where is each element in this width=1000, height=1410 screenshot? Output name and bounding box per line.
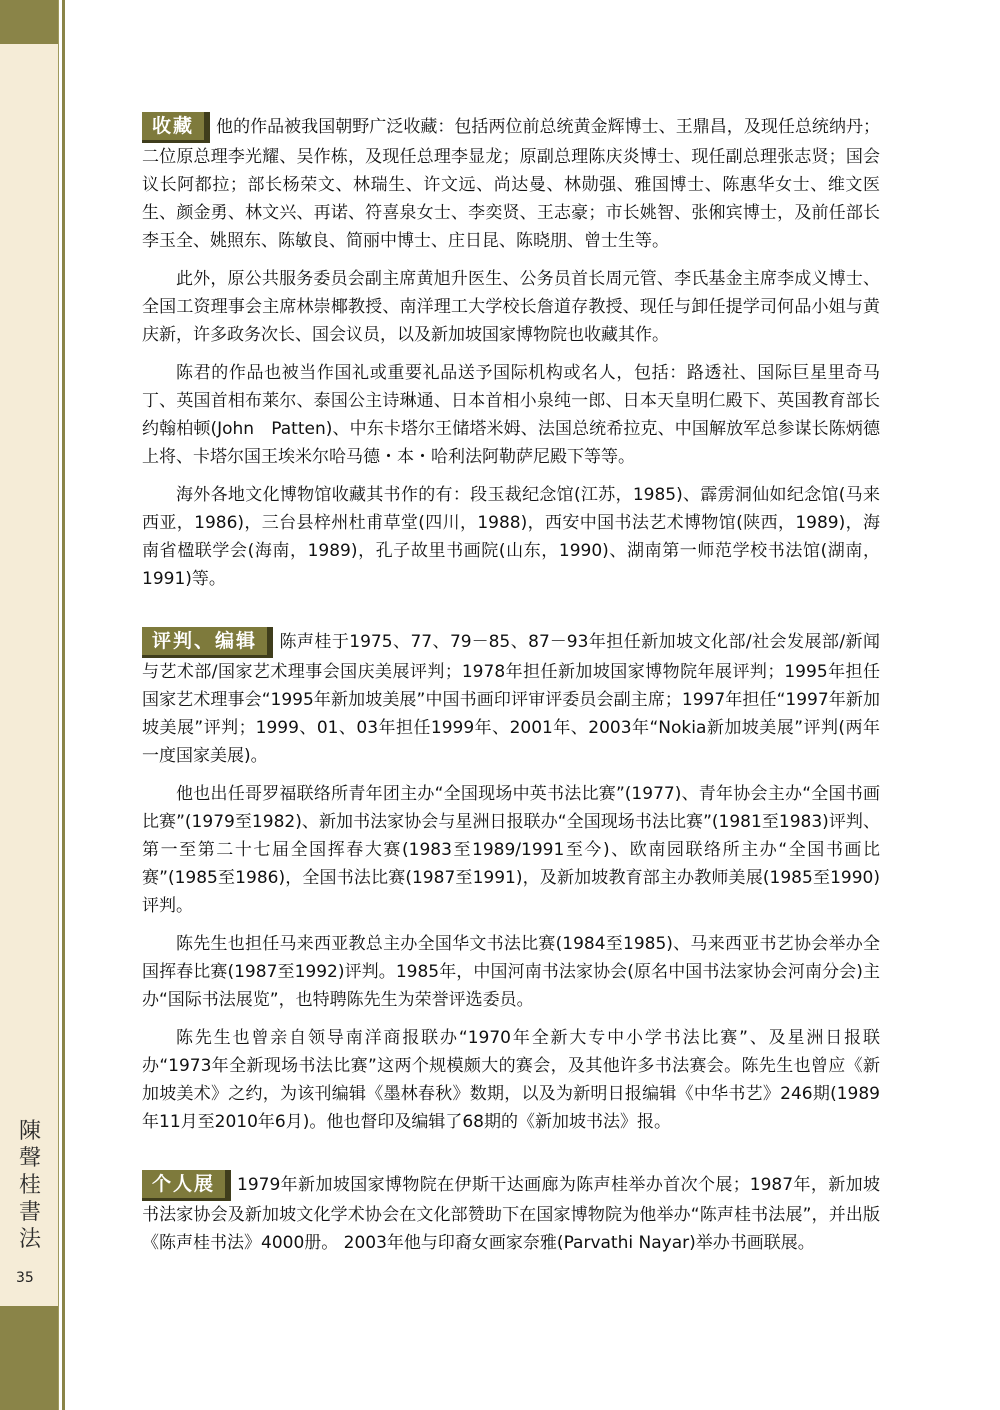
section-tag-judging: 评判、编辑 <box>142 627 273 658</box>
vertical-title-char: 陳 <box>18 1119 41 1144</box>
paragraph-text: 陈声桂于1975、77、79－85、87－93年担任新加坡文化部/社会发展部/新闻与艺术部/国家艺术理事会国庆美展评判；1978年担任新加坡国家博物院年展评判；1995年担任国家艺术理事会“1995年新加坡美展”中国书画印评审评委员会副主席；1997年担任“1997年新加坡美展”评判；1999、01、03年担任1999年、2001年、2003年“Nokia新加坡美展”评判(两年一度国家美展)。 <box>142 632 880 766</box>
section-judging-editing <box>142 627 880 1136</box>
paragraph-text: 他的作品被我国朝野广泛收藏：包括两位前总统黄金辉博士、王鼎昌，及现任总统纳丹；二位原总理李光耀、吴作栋，及现任总理李显龙；原副总理陈庆炎博士、现任副总理张志贤；国会议长阿都拉；部长杨荣文、林瑞生、许文远、尚达曼、林勋强、雅国博士、陈惠华女士、维文医生、颜金勇、林文兴、再诺、符喜泉女士、李奕贤、王志豪；市长姚智、张俰宾博士，及前任部长李玉全、姚照东、陈敏良、简丽中博士、庄日昆、陈晓朋、曾士生等。 <box>142 117 880 251</box>
section-tag-solo: 个人展 <box>142 1170 231 1201</box>
vertical-title-char: 書 <box>18 1200 41 1225</box>
paragraph-text: 1979年新加坡国家博物院在伊斯干达画廊为陈声桂举办首次个展；1987年，新加坡书法家协会及新加坡文化学术协会在文化部赞助下在国家博物院为他举办“陈声桂书法展”，并出版《陈声桂书法》4000册。 2003年他与印裔女画家奈雅(Parvathi Nayar)举办书画联展。 <box>142 1175 880 1253</box>
sidebar-top-band <box>0 0 58 44</box>
section-paragraph: 海外各地文化博物馆收藏其书作的有：段玉裁纪念馆(江苏，1985)、霹雳洞仙如纪念馆(马来西亚，1986)，三台县梓州杜甫草堂(四川，1988)，西安中国书法艺术博物馆(陕西，1989)，海南省楹联学会(海南，1989)，孔子故里书画院(山东，1990)、湖南第一师范学校书法馆(湖南，1991)等。 <box>142 485 880 589</box>
section-solo-exhibition <box>142 1170 880 1257</box>
page-spine-line <box>62 0 65 1410</box>
section-paragraph: 此外，原公共服务委员会副主席黄旭升医生、公务员首长周元管、李氏基金主席李成义博士、全国工资理事会主席林崇椰教授、南洋理工大学校长詹道存教授、现任与卸任提学司何品小姐与黄庆新，许多政务次长、国会议员，以及新加坡国家博物院也收藏其作。 <box>142 269 880 345</box>
section-tag-collection: 收藏 <box>142 112 210 143</box>
section-collection <box>142 112 880 593</box>
vertical-title-char: 桂 <box>18 1173 41 1198</box>
sidebar-bottom-band <box>0 1306 58 1410</box>
section-paragraph: 陈先生也曾亲自领导南洋商报联办“1970年全新大专中小学书法比赛”、及星洲日报联办“1973年全新现场书法比赛”这两个规模颇大的赛会，及其他许多书法赛会。陈先生也曾应《新加坡美术》之约，为该刊编辑《墨林春秋》数期，以及为新明日报编辑《中华书艺》246期(1989年11月至2010年6月)。他也督印及编辑了68期的《新加坡书法》报。 <box>142 1028 880 1132</box>
vertical-title-char: 聲 <box>18 1146 41 1171</box>
page-content <box>142 112 880 1285</box>
section-paragraph <box>142 112 880 255</box>
page-number: 35 <box>16 1270 34 1286</box>
vertical-title-char: 法 <box>18 1227 41 1252</box>
section-paragraph <box>142 1170 880 1257</box>
section-paragraph: 他也出任哥罗福联络所青年团主办“全国现场中英书法比赛”(1977)、青年协会主办“全国书画比赛”(1979至1982)、新加书法家协会与星洲日报联办“全国现场书法比赛”(1981至1983)评判、第一至第二十七届全国挥春大赛(1983至1989/1991至今)、欧南园联络所主办“全国书画比赛”(1985至1986)，全国书法比赛(1987至1991)，及新加坡教育部主办教师美展(1985至1990) 评判。 <box>142 784 880 916</box>
section-paragraph: 陈君的作品也被当作国礼或重要礼品送予国际机构或名人，包括：路透社、国际巨星里奇马丁、英国首相布莱尔、泰国公主诗琳通、日本首相小泉纯一郎、日本天皇明仁殿下、英国教育部长约翰柏顿(John Patten)、中东卡塔尔王储塔米姆、法国总统希拉克、中国解放军总参谋长陈炳德上将、卡塔尔国王埃米尔哈马德・本・哈利法阿勒萨尼殿下等等。 <box>142 363 880 467</box>
section-paragraph <box>142 627 880 770</box>
vertical-book-title <box>12 1118 48 1253</box>
section-paragraph: 陈先生也担任马来西亚教总主办全国华文书法比赛(1984至1985)、马来西亚书艺协会举办全国挥春比赛(1987至1992)评判。1985年，中国河南书法家协会(原名中国书法家协会河南分会)主办“国际书法展览”，也特聘陈先生为荣誉评选委员。 <box>142 934 880 1010</box>
